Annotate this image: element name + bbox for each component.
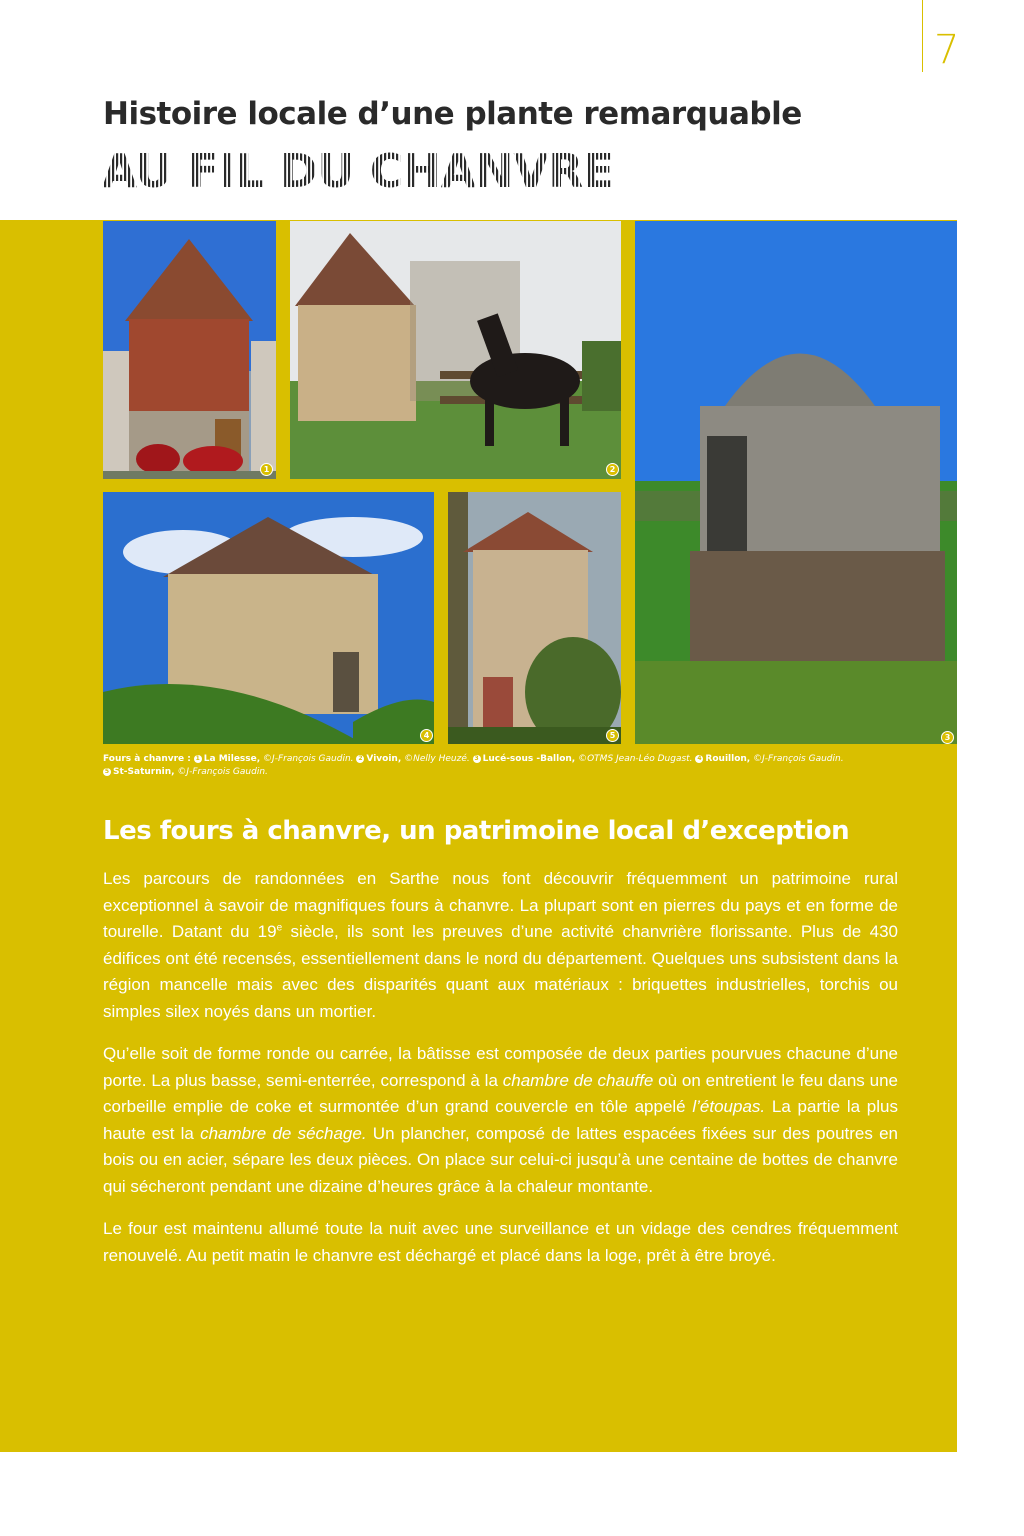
paragraph-1-part-a: Les parcours de randonnées en Sarthe nous font découvrir fréquemment un patrimoine rural exceptionnel à savoir de magnifiques fours à chanvre. La plupart sont en pierres du pays et en forme de tourelle. Datant du 19 — [103, 869, 898, 941]
round-stone-hemp-oven-photo — [103, 492, 434, 744]
paragraph-2-part-d: Un plancher, composé de lattes espacées fixées sur des poutres en bois ou en acier, sépare les deux pièces. On place sur celui-ci jusqu’à une centaine de bottes de chanvre qui sécheront pendant une dizaine d’heures grâce à la chaleur montante. — [103, 1123, 898, 1196]
caption-number-5: 5 — [104, 768, 110, 775]
page-rule — [922, 0, 923, 72]
paragraph-1 — [103, 866, 898, 1025]
page-title-text: AU FIL DU CHANVRE — [102, 145, 614, 195]
paragraph-2-part-b: où on entretient le feu dans une corbeille emplie de coke et surmontée d’un grand couvercle en tôle appelé — [103, 1070, 898, 1116]
caption-number-2: 2 — [358, 755, 363, 762]
caption-credit-3: ©OTMS Jean-Léo Dugast. — [578, 754, 693, 764]
photo-badge-3: 3 — [941, 731, 954, 744]
domed-stone-hemp-oven-photo — [635, 221, 957, 744]
caption-credit-1: ©J-François Gaudin. — [263, 754, 354, 764]
photo-badge-1: 1 — [260, 463, 273, 476]
page-subtitle: Histoire locale d’une plante remarquable — [103, 96, 802, 132]
paragraph-2-term-etoupas: l’étoupas. — [692, 1097, 766, 1116]
caption-place-1: La Milesse, — [203, 754, 261, 764]
paragraph-1-superscript: e — [276, 922, 283, 934]
photo-caption — [103, 753, 903, 779]
article-body — [103, 866, 898, 1285]
page-title — [100, 145, 660, 195]
photo-st-saturnin — [448, 492, 621, 744]
paragraph-2-part-c: La partie la plus haute est la — [103, 1097, 898, 1143]
photo-vivoin — [290, 221, 621, 479]
caption-credit-5: ©J-François Gaudin. — [177, 767, 268, 777]
page-number: 7 — [934, 27, 960, 73]
paragraph-1-part-b: siècle, ils sont les preuves d’une activité chanvrière florissante. Plus de 430 édifices ont été recensés, essentiellement dans le nord du département. Quelques uns subsistent dans la région mancelle mais avec des disparités quant aux matériaux : briquettes industrielles, torchis ou simples silex noyés dans un mortier. — [103, 922, 898, 1021]
caption-number-3: 3 — [474, 755, 479, 762]
caption-place-5: St-Saturnin, — [113, 767, 175, 777]
caption-credit-4: ©J-François Gaudin. — [753, 754, 844, 764]
hemp-oven-with-horse-photo — [290, 221, 621, 479]
photo-la-milesse — [103, 221, 276, 479]
caption-place-4: Rouillon, — [705, 754, 751, 764]
caption-number-1: 1 — [195, 755, 200, 762]
photo-luce-sous-ballon — [635, 221, 957, 744]
caption-credit-2: ©Nelly Heuzé. — [404, 754, 470, 764]
photo-rouillon — [103, 492, 434, 744]
caption-place-3: Lucé-sous -Ballon, — [482, 754, 576, 764]
paragraph-3: Le four est maintenu allumé toute la nuit avec une surveillance et un vidage des cendres fréquemment renouvelé. Au petit matin le chanvre est déchargé et placé dans la loge, prêt à être broyé. — [103, 1219, 898, 1265]
section-heading: Les fours à chanvre, un patrimoine local d’exception — [103, 816, 850, 846]
photo-badge-2: 2 — [606, 463, 619, 476]
photo-badge-5: 5 — [606, 729, 619, 742]
caption-place-2: Vivoin, — [366, 754, 402, 764]
photo-badge-4: 4 — [420, 729, 433, 742]
caption-number-4: 4 — [697, 755, 702, 762]
paragraph-2 — [103, 1041, 898, 1200]
tall-stone-hemp-oven-photo — [448, 492, 621, 744]
round-brick-hemp-oven-photo — [103, 221, 276, 479]
caption-lead: Fours à chanvre : — [103, 754, 191, 764]
paragraph-2-part-a: Qu’elle soit de forme ronde ou carrée, la bâtisse est composée de deux parties pourvues chacune d’une porte. La plus basse, semi-enterrée, correspond à la — [103, 1044, 898, 1090]
paragraph-2-term-sechage: chambre de séchage. — [200, 1123, 367, 1143]
paragraph-2-term-chauffe: chambre de chauffe — [502, 1070, 654, 1090]
